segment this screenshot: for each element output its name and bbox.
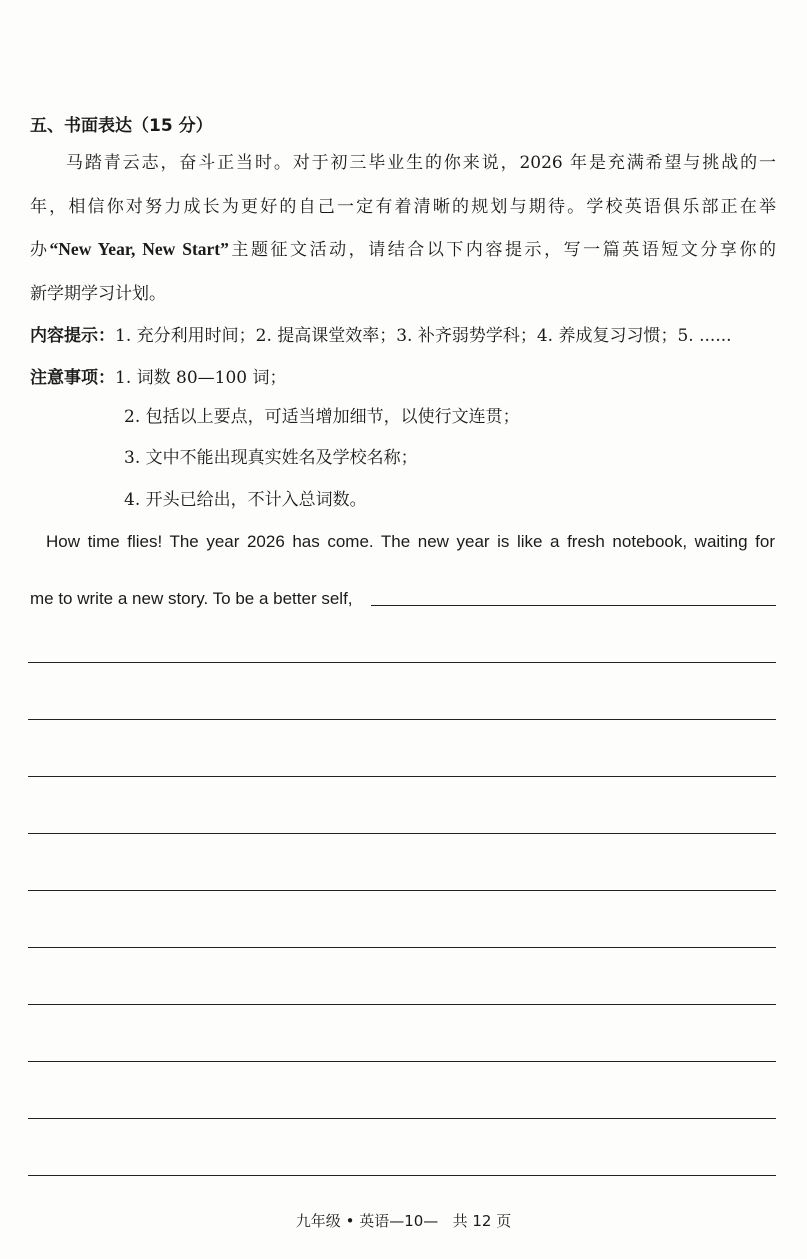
note-item: 3. 文中不能出现真实姓名及学校名称； <box>124 448 418 468</box>
answer-line[interactable] <box>28 947 776 948</box>
prompt-line-3-start: 办 <box>30 240 50 260</box>
answer-line[interactable] <box>28 1118 776 1119</box>
footer-total-pages: 共 12 页 <box>452 1212 512 1230</box>
prompt-line-1: 马踏青云志，奋斗正当时。对于初三毕业生的你来说，2026 年是充满希望与挑战的一 <box>66 153 776 173</box>
footer-page-number: 英语—10— <box>359 1212 439 1230</box>
content-hints <box>30 325 776 347</box>
answer-line[interactable] <box>371 605 776 606</box>
note-item: 4. 开头已给出，不计入总词数。 <box>124 490 367 510</box>
answer-line[interactable] <box>28 662 776 663</box>
section-heading: 五、书面表达（15 分） <box>30 116 213 136</box>
prompt-line-3 <box>30 238 776 261</box>
prompt-line-4: 新学期学习计划。 <box>30 284 166 304</box>
footer-grade: 九年级 <box>295 1212 341 1230</box>
essay-theme-title: “New Year, New Start” <box>49 239 229 259</box>
answer-line[interactable] <box>28 1004 776 1005</box>
note-item: 1. 词数 80—100 词； <box>115 368 287 388</box>
notes-label: 注意事项： <box>30 368 115 388</box>
prompt-line-2: 年，相信你对努力成长为更好的自己一定有着清晰的规划与期待。学校英语俱乐部正在举 <box>30 197 776 217</box>
answer-line[interactable] <box>28 833 776 834</box>
answer-line[interactable] <box>28 719 776 720</box>
note-item: 2. 包括以上要点，可适当增加细节，以使行文连贯； <box>124 407 520 427</box>
content-hints-text: 1. 充分利用时间；2. 提高课堂效率；3. 补齐弱势学科；4. 养成复习习惯；5. ...... <box>115 326 732 346</box>
essay-starter-line-2: me to write a new story. To be a better self, <box>30 589 353 608</box>
answer-line[interactable] <box>28 890 776 891</box>
page-footer <box>0 1210 807 1231</box>
prompt-line-3-end: 主题征文活动，请结合以下内容提示，写一篇英语短文分享你的 <box>228 240 777 260</box>
notes-row <box>30 367 776 389</box>
answer-line[interactable] <box>28 1061 776 1062</box>
footer-bullet: • <box>345 1212 355 1230</box>
essay-starter-line-1: How time flies! The year 2026 has come. The new year is like a fresh notebook, waiting for <box>46 532 775 551</box>
answer-line[interactable] <box>28 1175 776 1176</box>
answer-line[interactable] <box>28 776 776 777</box>
content-hints-label: 内容提示： <box>30 326 115 346</box>
